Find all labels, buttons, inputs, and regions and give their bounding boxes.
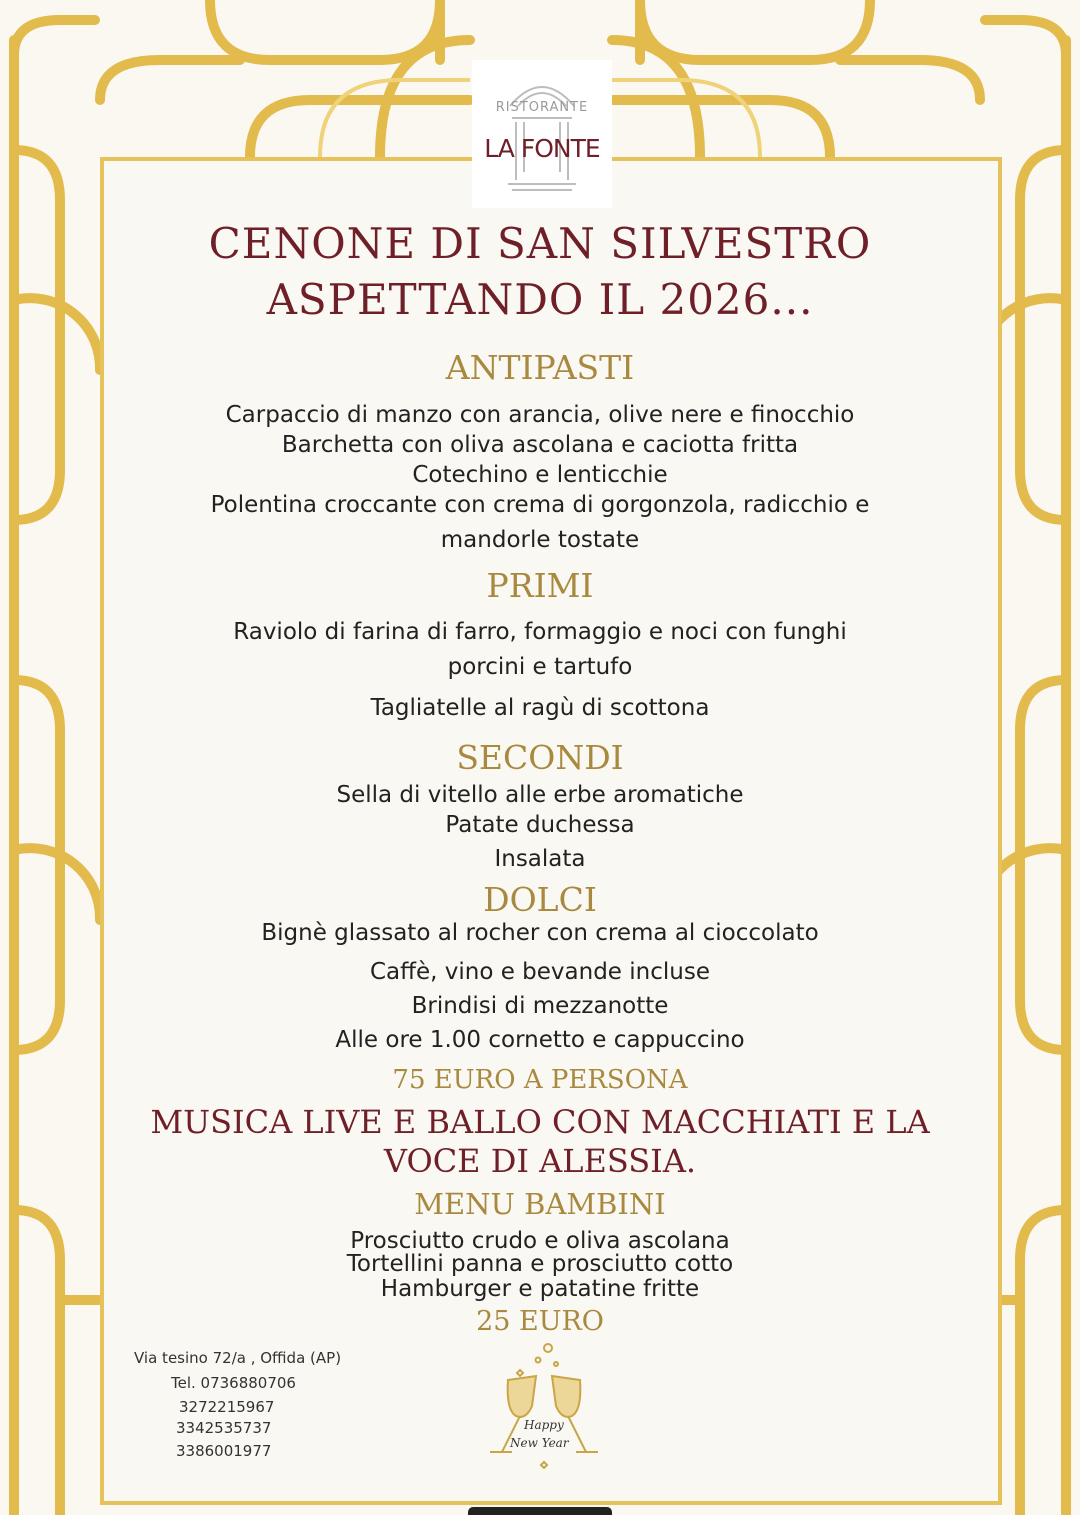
telephone-text: Tel. 0736880706 <box>171 1374 296 1392</box>
badge-text-happy: Happy <box>524 1418 564 1432</box>
section-heading-bambini: MENU BAMBINI <box>414 1187 666 1221</box>
menu-item: Raviolo di farina di farro, formaggio e noci con funghi <box>233 619 847 645</box>
page-title-line1: CENONE DI SAN SILVESTRO <box>208 219 872 268</box>
badge-text-new-year: New Year <box>510 1436 569 1450</box>
menu-item: Tagliatelle al ragù di scottona <box>370 695 710 721</box>
logo-name: LA FONTE <box>484 134 600 163</box>
section-heading-dolci: DOLCI <box>483 880 597 919</box>
home-indicator[interactable] <box>468 1507 612 1515</box>
menu-item: Brindisi di mezzanotte <box>411 993 669 1019</box>
music-line2: VOCE DI ALESSIA. <box>383 1142 697 1180</box>
menu-item: Prosciutto crudo e oliva ascolana <box>350 1228 730 1254</box>
champagne-glasses-icon <box>480 1340 610 1480</box>
menu-item: Patate duchessa <box>445 812 635 838</box>
menu-item: porcini e tartufo <box>447 654 633 680</box>
restaurant-logo <box>472 60 612 208</box>
section-heading-antipasti: ANTIPASTI <box>445 348 635 387</box>
section-heading-primi: PRIMI <box>486 566 594 605</box>
phone-number: 3386001977 <box>176 1442 272 1460</box>
menu-item: Hamburger e patatine fritte <box>380 1276 700 1302</box>
menu-item: Bignè glassato al rocher con crema al cioccolato <box>261 920 819 946</box>
bambini-price: 25 EURO <box>476 1306 604 1337</box>
address-text: Via tesino 72/a , Offida (AP) <box>134 1349 342 1367</box>
menu-item: Alle ore 1.00 cornetto e cappuccino <box>335 1027 745 1053</box>
menu-item: Sella di vitello alle erbe aromatiche <box>336 782 744 808</box>
phone-number: 3272215967 <box>179 1398 275 1416</box>
section-heading-secondi: SECONDI <box>456 738 624 777</box>
menu-item: Polentina croccante con crema di gorgonzola, radicchio e <box>210 492 870 518</box>
menu-item: Insalata <box>494 846 586 872</box>
price-per-person: 75 EURO A PERSONA <box>392 1065 688 1095</box>
phone-number: 3342535737 <box>176 1419 272 1437</box>
menu-item: mandorle tostate <box>440 527 640 553</box>
music-line1: MUSICA LIVE E BALLO CON MACCHIATI E LA <box>150 1103 930 1141</box>
menu-item: Tortellini panna e prosciutto cotto <box>346 1251 734 1277</box>
logo-top-text: RISTORANTE <box>495 100 589 115</box>
menu-item: Carpaccio di manzo con arancia, olive nere e finocchio <box>225 402 855 428</box>
happy-new-year-badge <box>480 1340 610 1480</box>
page-title-line2: ASPETTANDO IL 2026... <box>266 275 814 324</box>
menu-item: Caffè, vino e bevande incluse <box>369 959 710 985</box>
menu-item: Barchetta con oliva ascolana e caciotta fritta <box>281 432 799 458</box>
menu-item: Cotechino e lenticchie <box>412 462 668 488</box>
